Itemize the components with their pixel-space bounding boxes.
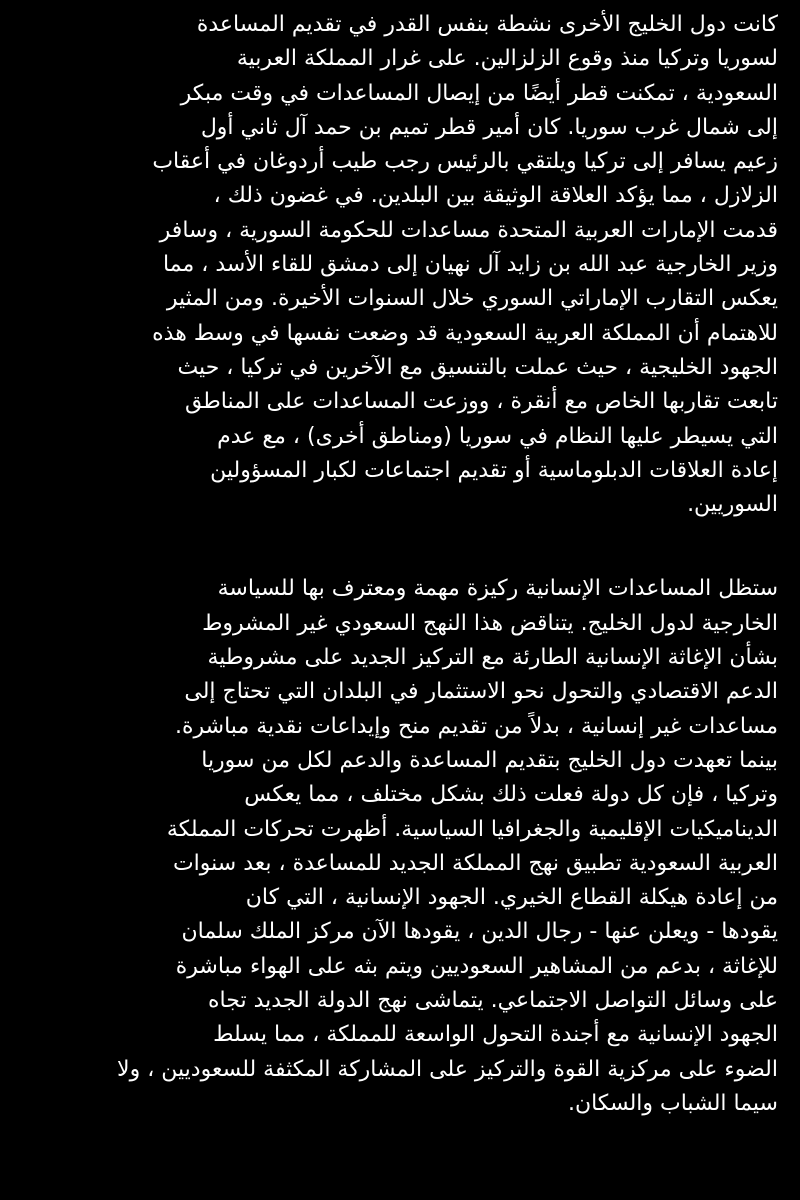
text-line: وتركيا ، فإن كل دولة فعلت ذلك بشكل مختلف ، مما يعكس: [244, 782, 778, 808]
text-line: تابعت تقاربها الخاص مع أنقرة ، ووزعت المساعدات على المناطق: [184, 389, 778, 415]
text-line: الخارجية لدول الخليج. يتناقض هذا النهج السعودي غير المشروط: [202, 610, 778, 636]
text-line: الدعم الاقتصادي والتحول نحو الاستثمار في البلدان التي تحتاج إلى: [184, 679, 778, 705]
text-line: قدمت الإمارات العربية المتحدة مساعدات للحكومة السورية ، وسافر: [159, 217, 778, 243]
text-line: ستظل المساعدات الإنسانية ركيزة مهمة ومعترف بها للسياسة: [217, 576, 778, 602]
text-line: كانت دول الخليج الأخرى نشطة بنفس القدر في تقديم المساعدة: [196, 12, 778, 37]
text-line: زعيم يسافر إلى تركيا ويلتقي بالرئيس رجب طيب أردوغان في أعقاب: [152, 149, 778, 175]
paragraph-gulf-aid: [18, 8, 778, 522]
text-line: مساعدات غير إنسانية ، بدلاً من تقديم منح وإيداعات نقدية مباشرة.: [175, 713, 778, 739]
text-line: سيما الشباب والسكان.: [567, 1090, 778, 1116]
text-line: بشأن الإغاثة الإنسانية الطارئة مع التركيز الجديد على مشروطية: [207, 645, 778, 671]
text-line: السوريين.: [687, 492, 778, 518]
text-line: السعودية ، تمكنت قطر أيضًا من إيصال المساعدات في وقت مبكر: [180, 80, 778, 106]
text-line: العربية السعودية تطبيق نهج المملكة الجديد للمساعدة ، بعد سنوات: [172, 850, 778, 876]
text-line: الجهود الإنسانية مع أجندة التحول الواسعة للمملكة ، مما يسلط: [213, 1022, 778, 1048]
paragraph-gap: [18, 522, 778, 572]
text-line: للاهتمام أن المملكة العربية السعودية قد وضعت نفسها في وسط هذه: [152, 320, 778, 346]
text-line: لسوريا وتركيا منذ وقوع الزلزالين. على غرار المملكة العربية: [236, 46, 778, 72]
text-line: الجهود الخليجية ، حيث عملت بالتنسيق مع الآخرين في تركيا ، حيث: [177, 354, 778, 380]
text-line: يقودها - ويعلن عنها - رجال الدين ، يقودها الآن مركز الملك سلمان: [181, 919, 778, 945]
text-line: إلى شمال غرب سوريا. كان أمير قطر تميم بن حمد آل ثاني أول: [200, 114, 778, 140]
text-line: الضوء على مركزية القوة والتركيز على المشاركة المكثفة للسعوديين ، ولا: [117, 1056, 778, 1082]
paragraph-humanitarian-policy: [18, 572, 778, 1121]
text-line: وزير الخارجية عبد الله بن زايد آل نهيان إلى دمشق للقاء الأسد ، مما: [163, 252, 778, 278]
text-line: يعكس التقارب الإماراتي السوري خلال السنوات الأخيرة. ومن المثير: [166, 286, 778, 312]
text-line: للإغاثة ، بدعم من المشاهير السعوديين ويتم بثه على الهواء مباشرة: [175, 953, 778, 979]
text-line: بينما تعهدت دول الخليج بتقديم المساعدة والدعم لكل من سوريا: [201, 747, 778, 773]
text-line: على وسائل التواصل الاجتماعي. يتماشى نهج الدولة الجديد تجاه: [208, 988, 778, 1014]
text-line: الديناميكيات الإقليمية والجغرافيا السياسية. أظهرت تحركات المملكة: [166, 816, 778, 842]
text-line: الزلازل ، مما يؤكد العلاقة الوثيقة بين البلدين. في غضون ذلك ،: [213, 183, 778, 209]
text-line: التي يسيطر عليها النظام في سوريا (ومناطق أخرى) ، مع عدم: [217, 423, 778, 449]
text-line: من إعادة هيكلة القطاع الخيري. الجهود الإنسانية ، التي كان: [245, 885, 778, 911]
text-line: إعادة العلاقات الدبلوماسية أو تقديم اجتماعات لكبار المسؤولين: [210, 457, 778, 483]
